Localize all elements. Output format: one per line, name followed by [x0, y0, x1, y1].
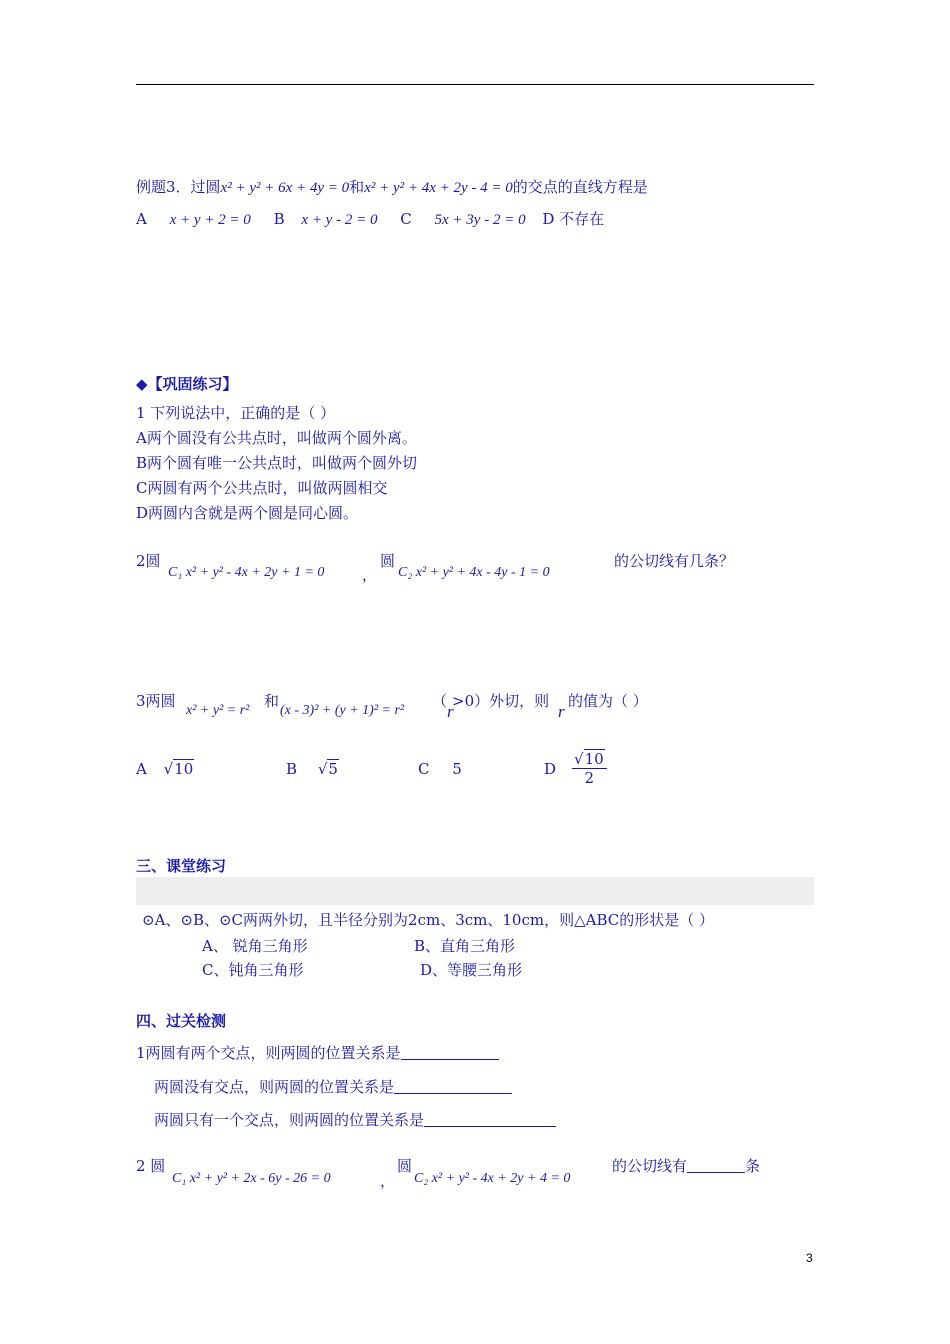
practice-q3-option-a-letter: A [136, 760, 147, 778]
classroom-shaded-bar [136, 877, 814, 905]
answer-blank[interactable] [687, 1158, 745, 1173]
answer-blank[interactable] [424, 1112, 556, 1127]
example3-options [136, 208, 604, 229]
example3-option-a-letter: A [136, 210, 147, 228]
sqrt-symbol: √ [317, 760, 328, 778]
check-q2-lead: 2 圆 [136, 1157, 166, 1175]
practice-q3-eq2: (x - 3)² + (y + 1)² = r² [280, 703, 405, 718]
example3-eq1: x² + y² + 6x + 4y = 0 [220, 180, 350, 196]
practice-heading: ◆【巩固练习】 [136, 375, 238, 393]
classroom-heading: 三、课堂练习 [136, 857, 227, 875]
practice-q3-lead: 3两圆 [136, 692, 176, 710]
check-line-1 [136, 1042, 499, 1063]
check-q2-sep: ， [380, 1172, 396, 1190]
check-heading: 四、过关检测 [136, 1012, 227, 1030]
check-q2-tail-a: 的公切线有 [612, 1157, 688, 1175]
answer-blank[interactable] [401, 1045, 499, 1060]
classroom-option-b: B、直角三角形 [414, 937, 516, 955]
practice-q3-cond: >0）外切，则 [452, 692, 550, 710]
practice-q3-join: 和 [264, 692, 280, 710]
example3-option-b: x + y - 2 = 0 [301, 212, 378, 228]
check-line-1-text: 1两圆有两个交点，则两圆的位置关系是 [136, 1044, 401, 1062]
practice-q3-option-d-value: 10 [584, 750, 604, 768]
classroom-option-d: D、等腰三角形 [420, 961, 523, 979]
practice-q3-r-2: r [558, 702, 565, 721]
example3-option-a: x + y + 2 = 0 [169, 212, 251, 228]
check-line-2 [154, 1076, 512, 1097]
practice-q1-option-b: B两个圆有唯一公共点时，叫做两个圆外切 [136, 454, 418, 472]
practice-q2-c1: C₁ x² + y² - 4x + 2y + 1 = 0 [168, 565, 325, 580]
practice-q3-option-c-value: 5 [452, 760, 462, 778]
practice-q3-tail: 的值为（ ） [568, 692, 648, 710]
example3-option-d-letter: D [542, 210, 555, 228]
sqrt-symbol: √ [163, 760, 174, 778]
practice-q3-option-b [286, 760, 339, 778]
practice-q2-circle: 圆 [380, 552, 396, 570]
practice-q3-option-d-letter: D [544, 760, 557, 778]
practice-q3-option-c-letter: C [418, 760, 430, 778]
example3-join: 和 [349, 178, 365, 196]
practice-q2-c2: C₂ x² + y² + 4x - 4y - 1 = 0 [398, 565, 550, 580]
example3-eq2: x² + y² + 4x + 2y - 4 = 0 [364, 180, 513, 196]
practice-q3-option-a-value: 10 [174, 760, 194, 778]
practice-q3-option-d-frac [572, 750, 607, 787]
practice-q1-stem: 1 下列说法中，正确的是（ ） [136, 404, 336, 422]
example3-tail: 的交点的直线方程是 [512, 178, 648, 196]
sqrt-symbol: √ [574, 750, 584, 768]
practice-q3-option-b-value: 5 [328, 760, 338, 778]
practice-q3-r-1: r [447, 702, 454, 721]
check-line-3-text: 两圆只有一个交点，则两圆的位置关系是 [154, 1111, 425, 1129]
example3-stem [136, 176, 648, 197]
check-q2-tail [612, 1155, 760, 1176]
practice-q3-eq1: x² + y² = r² [186, 703, 250, 718]
check-q2-circle: 圆 [397, 1157, 413, 1175]
answer-blank[interactable] [394, 1079, 512, 1094]
practice-q3-option-b-letter: B [286, 760, 298, 778]
classroom-option-a: A、 锐角三角形 [202, 937, 308, 955]
page-number: 3 [806, 1251, 813, 1265]
example3-option-c: 5x + 3y - 2 = 0 [434, 212, 526, 228]
header-rule [136, 84, 814, 85]
check-q2-tail-b: 条 [745, 1157, 761, 1175]
check-line-3 [154, 1109, 556, 1130]
classroom-stem: ⊙A、⊙B、⊙C两两外切，且半径分别为2cm、3cm、10cm，则△ABC的形状是（ ） [142, 911, 715, 929]
practice-q1-option-c: C两圆有两个公共点时，叫做两圆相交 [136, 479, 388, 497]
practice-q3-option-d-num [572, 750, 607, 769]
example3-option-d: 不存在 [559, 210, 605, 228]
practice-q3-option-d-den: 2 [584, 769, 595, 787]
practice-q3-option-a [136, 760, 194, 778]
practice-q2-sep: ， [362, 566, 378, 584]
practice-q3-paren: （ [432, 692, 448, 710]
check-q2-c1: C₁ x² + y² + 2x - 6y - 26 = 0 [172, 1171, 331, 1186]
practice-q3-option-c [418, 760, 462, 778]
example3-lead: 例题3．过圆 [136, 178, 221, 196]
classroom-option-c: C、钝角三角形 [202, 961, 304, 979]
practice-q2-lead: 2圆 [136, 552, 161, 570]
check-q2-c2: C₂ x² + y² - 4x + 2y + 4 = 0 [414, 1171, 571, 1186]
practice-q1-option-d: D两圆内含就是两个圆是同心圆。 [136, 504, 359, 522]
practice-q2-tail: 的公切线有几条？ [614, 552, 735, 570]
practice-q1-option-a: A两个圆没有公共点时，叫做两个圆外离。 [136, 429, 417, 447]
example3-option-b-letter: B [273, 210, 285, 228]
check-line-2-text: 两圆没有交点，则两圆的位置关系是 [154, 1078, 395, 1096]
example3-option-c-letter: C [400, 210, 412, 228]
